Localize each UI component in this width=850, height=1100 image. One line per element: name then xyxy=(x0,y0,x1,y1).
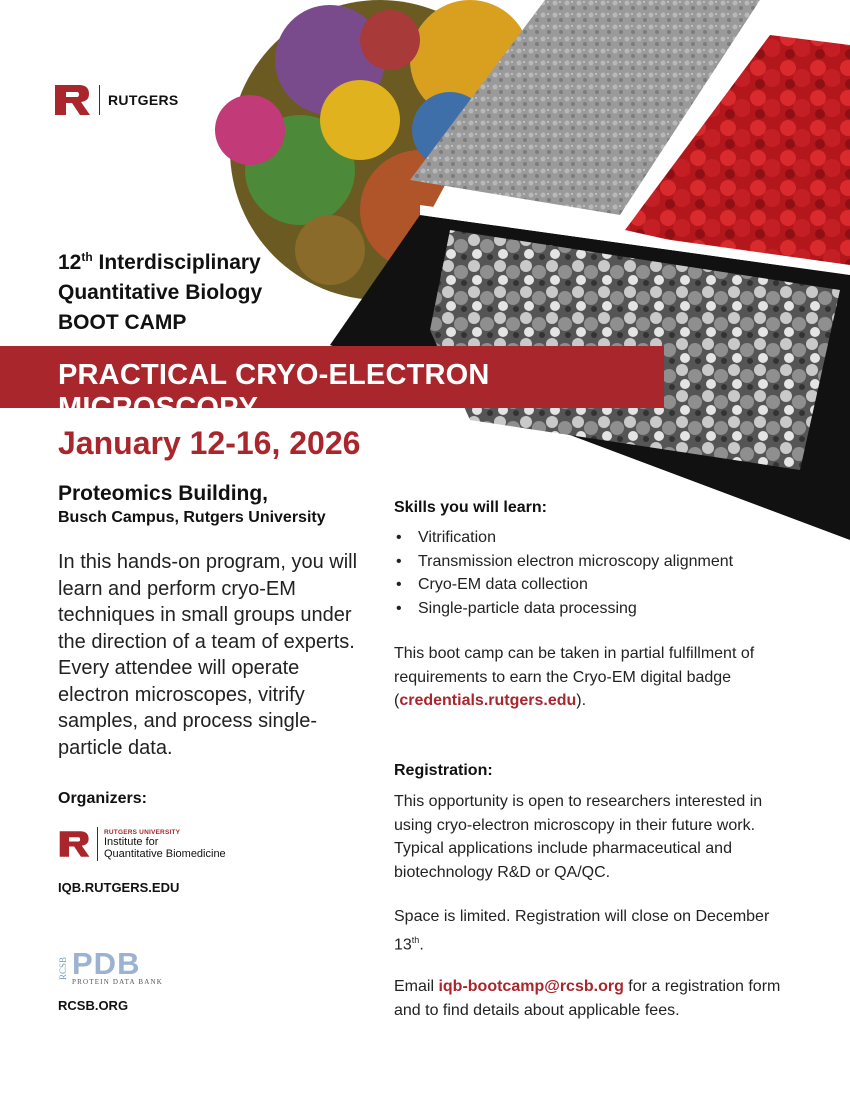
deadline-end: . xyxy=(419,935,424,953)
rcsb-pdb-logo xyxy=(58,946,188,986)
iqb-university-label: RUTGERS UNIVERSITY xyxy=(104,828,181,836)
iqb-name-line2: Quantitative Biomedicine xyxy=(104,847,226,860)
email-text-after: for a registration form and to find details about applicable fees. xyxy=(394,978,781,1019)
credentials-link[interactable]: credentials.rutgers.edu xyxy=(399,692,577,709)
deadline-text: Space is limited. Registration will close on December 13 xyxy=(394,908,770,953)
intro-paragraph: In this hands-on program, you will learn and perform cryo-EM techniques in small groups under the direction of a team of experts. Every attendee will operate electron microscopes, vitrify samples, and process single-particle data. xyxy=(58,551,358,759)
list-item: • Transmission electron microscopy alignment xyxy=(394,550,733,574)
event-title xyxy=(58,242,262,338)
title-number: 12 xyxy=(58,251,82,274)
registration-paragraph: This opportunity is open to researchers interested in using cryo-electron microscopy in their future work. Typical applications include pharmaceutical and biotechnology R&D or QA/QC. xyxy=(394,793,763,881)
iqb-r-icon xyxy=(58,829,92,859)
deadline-suffix: th xyxy=(411,934,420,945)
venue-building: Proteomics Building, xyxy=(58,482,269,505)
pdb-side-text: RCSB xyxy=(58,956,68,980)
iqb-website-link[interactable]: IQB.RUTGERS.EDU xyxy=(58,880,180,895)
deadline-paragraph xyxy=(394,905,794,956)
list-item: • Cryo-EM data collection xyxy=(394,573,733,597)
email-paragraph xyxy=(394,975,794,1022)
registration-heading: Registration: xyxy=(394,762,493,779)
badge-text-after: ). xyxy=(576,692,587,709)
list-item: • Vitrification xyxy=(394,526,733,550)
title-suffix: th xyxy=(81,250,93,264)
iqb-divider xyxy=(97,827,98,861)
email-link[interactable]: iqb-bootcamp@rcsb.org xyxy=(438,978,624,995)
badge-paragraph xyxy=(394,642,794,713)
rutgers-logo xyxy=(53,83,179,117)
course-title: PRACTICAL CRYO-ELECTRON MICROSCOPY xyxy=(58,359,490,424)
course-banner xyxy=(0,346,664,424)
email-text-before: Email xyxy=(394,978,439,995)
pdb-letters: PDB xyxy=(72,946,141,981)
iqb-name-line1: Institute for xyxy=(104,835,159,848)
rcsb-website-link[interactable]: RCSB.ORG xyxy=(58,998,129,1013)
rutgers-wordmark: RUTGERS xyxy=(108,92,179,108)
rutgers-r-icon xyxy=(53,83,93,117)
badge-text-before: This boot camp can be taken in partial fulfillment of requirements to earn the Cryo-EM digital badge ( xyxy=(394,645,755,709)
iqb-logo xyxy=(58,827,226,861)
venue-campus: Busch Campus, Rutgers University xyxy=(58,509,326,526)
title-line3: BOOT CAMP xyxy=(58,311,187,334)
title-line2: Quantitative Biology xyxy=(58,281,263,304)
title-line1: Interdisciplinary xyxy=(92,251,261,274)
logo-divider xyxy=(99,85,100,115)
organizers-heading: Organizers: xyxy=(58,790,147,807)
list-item: • Single-particle data processing xyxy=(394,597,733,621)
event-date: January 12-16, 2026 xyxy=(58,425,361,461)
skills-heading: Skills you will learn: xyxy=(394,499,547,516)
pdb-caption: PROTEIN DATA BANK xyxy=(72,978,164,986)
skills-list xyxy=(394,526,733,620)
